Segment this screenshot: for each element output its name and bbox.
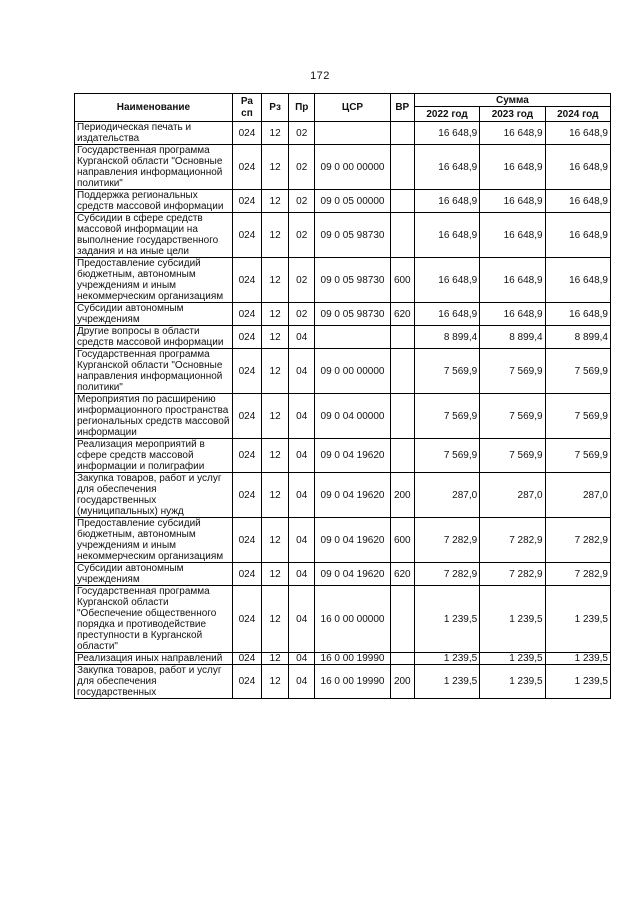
page-number: 172 (310, 70, 330, 82)
cell-2023: 16 648,9 (480, 213, 545, 258)
header-sum: Сумма (414, 94, 610, 107)
cell-pr: 04 (289, 473, 315, 518)
cell-rasp: 024 (232, 518, 261, 563)
cell-csr: 16 0 00 00000 (315, 586, 390, 653)
cell-2023: 7 282,9 (480, 563, 545, 586)
table-row (75, 213, 611, 258)
table-row (75, 653, 611, 665)
cell-2022: 7 282,9 (414, 518, 479, 563)
table-row (75, 303, 611, 326)
cell-rz: 12 (262, 303, 289, 326)
table-row (75, 145, 611, 190)
table-row (75, 190, 611, 213)
cell-2024: 7 569,9 (545, 349, 610, 394)
cell-2023: 7 569,9 (480, 394, 545, 439)
cell-pr: 04 (289, 439, 315, 473)
cell-2022: 16 648,9 (414, 303, 479, 326)
cell-2022: 16 648,9 (414, 190, 479, 213)
header-csr: ЦСР (315, 94, 390, 122)
cell-rz: 12 (262, 145, 289, 190)
header-year-2022: 2022 год (414, 107, 479, 122)
cell-2022: 16 648,9 (414, 145, 479, 190)
cell-2023: 16 648,9 (480, 190, 545, 213)
cell-2023: 7 282,9 (480, 518, 545, 563)
cell-pr: 04 (289, 665, 315, 699)
cell-2022: 287,0 (414, 473, 479, 518)
cell-rz: 12 (262, 213, 289, 258)
cell-pr: 04 (289, 326, 315, 349)
cell-name: Поддержка региональных средств массовой информации (75, 190, 233, 213)
cell-2024: 7 282,9 (545, 563, 610, 586)
cell-rasp: 024 (232, 349, 261, 394)
cell-2023: 16 648,9 (480, 122, 545, 145)
cell-pr: 04 (289, 563, 315, 586)
cell-2024: 7 282,9 (545, 518, 610, 563)
cell-rasp: 024 (232, 145, 261, 190)
cell-rz: 12 (262, 665, 289, 699)
table-body (75, 122, 611, 699)
cell-rz: 12 (262, 349, 289, 394)
cell-name: Предоставление субсидий бюджетным, автономным учреждениям и иным некоммерческим организациям (75, 258, 233, 303)
cell-name: Государственная программа Курганской области "Обеспечение общественного порядка и противодействие преступности в Курганской области" (75, 586, 233, 653)
cell-pr: 04 (289, 586, 315, 653)
cell-rz: 12 (262, 473, 289, 518)
cell-name: Субсидии автономным учреждениям (75, 563, 233, 586)
table-row (75, 586, 611, 653)
cell-name: Мероприятия по расширению информационного пространства региональных средств массовой информации (75, 394, 233, 439)
cell-vr (390, 439, 414, 473)
cell-csr (315, 122, 390, 145)
cell-2023: 16 648,9 (480, 258, 545, 303)
header-year-2024: 2024 год (545, 107, 610, 122)
cell-rasp: 024 (232, 665, 261, 699)
cell-2022: 7 569,9 (414, 439, 479, 473)
table-row (75, 122, 611, 145)
header-vr: ВР (390, 94, 414, 122)
cell-rz: 12 (262, 190, 289, 213)
cell-2024: 16 648,9 (545, 122, 610, 145)
cell-2024: 1 239,5 (545, 653, 610, 665)
cell-2023: 1 239,5 (480, 653, 545, 665)
cell-vr: 620 (390, 563, 414, 586)
cell-vr (390, 349, 414, 394)
cell-rz: 12 (262, 122, 289, 145)
cell-csr: 09 0 04 19620 (315, 518, 390, 563)
cell-rasp: 024 (232, 258, 261, 303)
budget-table (74, 93, 611, 699)
cell-pr: 02 (289, 303, 315, 326)
table-row (75, 258, 611, 303)
cell-rasp: 024 (232, 213, 261, 258)
cell-pr: 02 (289, 145, 315, 190)
cell-rz: 12 (262, 439, 289, 473)
cell-2022: 16 648,9 (414, 258, 479, 303)
cell-2023: 7 569,9 (480, 349, 545, 394)
table-row (75, 439, 611, 473)
cell-csr: 16 0 00 19990 (315, 653, 390, 665)
cell-rasp: 024 (232, 563, 261, 586)
cell-pr: 04 (289, 518, 315, 563)
cell-2022: 8 899,4 (414, 326, 479, 349)
cell-rasp: 024 (232, 586, 261, 653)
header-pr: Пр (289, 94, 315, 122)
cell-name: Предоставление субсидий бюджетным, автономным учреждениям и иным некоммерческим организациям (75, 518, 233, 563)
cell-2024: 16 648,9 (545, 145, 610, 190)
cell-2022: 16 648,9 (414, 213, 479, 258)
cell-name: Субсидии автономным учреждениям (75, 303, 233, 326)
cell-2024: 16 648,9 (545, 303, 610, 326)
cell-rasp: 024 (232, 122, 261, 145)
cell-vr: 200 (390, 473, 414, 518)
cell-csr: 09 0 00 00000 (315, 145, 390, 190)
table-row (75, 326, 611, 349)
cell-csr: 09 0 04 00000 (315, 394, 390, 439)
cell-vr: 600 (390, 258, 414, 303)
table-row (75, 349, 611, 394)
cell-rz: 12 (262, 258, 289, 303)
header-rasp: Ра сп (232, 94, 261, 122)
cell-name: Закупка товаров, работ и услуг для обеспечения государственных (75, 665, 233, 699)
cell-2024: 287,0 (545, 473, 610, 518)
cell-2024: 16 648,9 (545, 213, 610, 258)
cell-rasp: 024 (232, 394, 261, 439)
cell-rasp: 024 (232, 190, 261, 213)
cell-2023: 8 899,4 (480, 326, 545, 349)
cell-2022: 1 239,5 (414, 665, 479, 699)
cell-rasp: 024 (232, 326, 261, 349)
cell-rz: 12 (262, 563, 289, 586)
cell-2023: 16 648,9 (480, 145, 545, 190)
cell-pr: 02 (289, 190, 315, 213)
cell-name: Закупка товаров, работ и услуг для обеспечения государственных (муниципальных) нужд (75, 473, 233, 518)
table-row (75, 518, 611, 563)
cell-2024: 7 569,9 (545, 439, 610, 473)
cell-2024: 16 648,9 (545, 258, 610, 303)
cell-pr: 02 (289, 122, 315, 145)
cell-csr: 09 0 00 00000 (315, 349, 390, 394)
table-row (75, 563, 611, 586)
cell-vr: 620 (390, 303, 414, 326)
cell-pr: 02 (289, 258, 315, 303)
cell-name: Другие вопросы в области средств массовой информации (75, 326, 233, 349)
cell-vr (390, 653, 414, 665)
cell-2022: 7 569,9 (414, 349, 479, 394)
cell-2022: 16 648,9 (414, 122, 479, 145)
cell-rasp: 024 (232, 653, 261, 665)
cell-rasp: 024 (232, 439, 261, 473)
cell-csr (315, 326, 390, 349)
cell-pr: 04 (289, 653, 315, 665)
cell-rasp: 024 (232, 473, 261, 518)
cell-2022: 1 239,5 (414, 586, 479, 653)
cell-2024: 16 648,9 (545, 190, 610, 213)
cell-2023: 1 239,5 (480, 586, 545, 653)
cell-name: Государственная программа Курганской области "Основные направления информационной политики" (75, 349, 233, 394)
header-year-2023: 2023 год (480, 107, 545, 122)
cell-name: Реализация иных направлений (75, 653, 233, 665)
cell-name: Периодическая печать и издательства (75, 122, 233, 145)
header-name: Наименование (75, 94, 233, 122)
cell-csr: 09 0 05 98730 (315, 303, 390, 326)
cell-vr: 600 (390, 518, 414, 563)
cell-name: Государственная программа Курганской области "Основные направления информационной политики" (75, 145, 233, 190)
cell-name: Реализация мероприятий в сфере средств массовой информации и полиграфии (75, 439, 233, 473)
cell-2023: 7 569,9 (480, 439, 545, 473)
cell-2023: 16 648,9 (480, 303, 545, 326)
cell-csr: 16 0 00 19990 (315, 665, 390, 699)
cell-vr (390, 213, 414, 258)
cell-csr: 09 0 04 19620 (315, 473, 390, 518)
cell-rz: 12 (262, 653, 289, 665)
cell-2024: 1 239,5 (545, 665, 610, 699)
cell-vr (390, 122, 414, 145)
cell-csr: 09 0 05 98730 (315, 258, 390, 303)
cell-2024: 1 239,5 (545, 586, 610, 653)
cell-csr: 09 0 05 00000 (315, 190, 390, 213)
cell-2022: 7 569,9 (414, 394, 479, 439)
table-row (75, 665, 611, 699)
cell-vr (390, 586, 414, 653)
cell-vr (390, 394, 414, 439)
cell-vr: 200 (390, 665, 414, 699)
cell-rasp: 024 (232, 303, 261, 326)
cell-2024: 7 569,9 (545, 394, 610, 439)
cell-rz: 12 (262, 326, 289, 349)
cell-csr: 09 0 04 19620 (315, 563, 390, 586)
cell-csr: 09 0 04 19620 (315, 439, 390, 473)
table-row (75, 473, 611, 518)
cell-vr (390, 190, 414, 213)
cell-vr (390, 145, 414, 190)
cell-rz: 12 (262, 394, 289, 439)
cell-2022: 7 282,9 (414, 563, 479, 586)
cell-vr (390, 326, 414, 349)
cell-2024: 8 899,4 (545, 326, 610, 349)
cell-2022: 1 239,5 (414, 653, 479, 665)
cell-csr: 09 0 05 98730 (315, 213, 390, 258)
cell-pr: 04 (289, 349, 315, 394)
cell-name: Субсидии в сфере средств массовой информации на выполнение государственного задания и на иные цели (75, 213, 233, 258)
header-rz: Рз (262, 94, 289, 122)
cell-rz: 12 (262, 586, 289, 653)
table-row (75, 394, 611, 439)
cell-pr: 04 (289, 394, 315, 439)
cell-2023: 287,0 (480, 473, 545, 518)
cell-rz: 12 (262, 518, 289, 563)
cell-2023: 1 239,5 (480, 665, 545, 699)
cell-pr: 02 (289, 213, 315, 258)
